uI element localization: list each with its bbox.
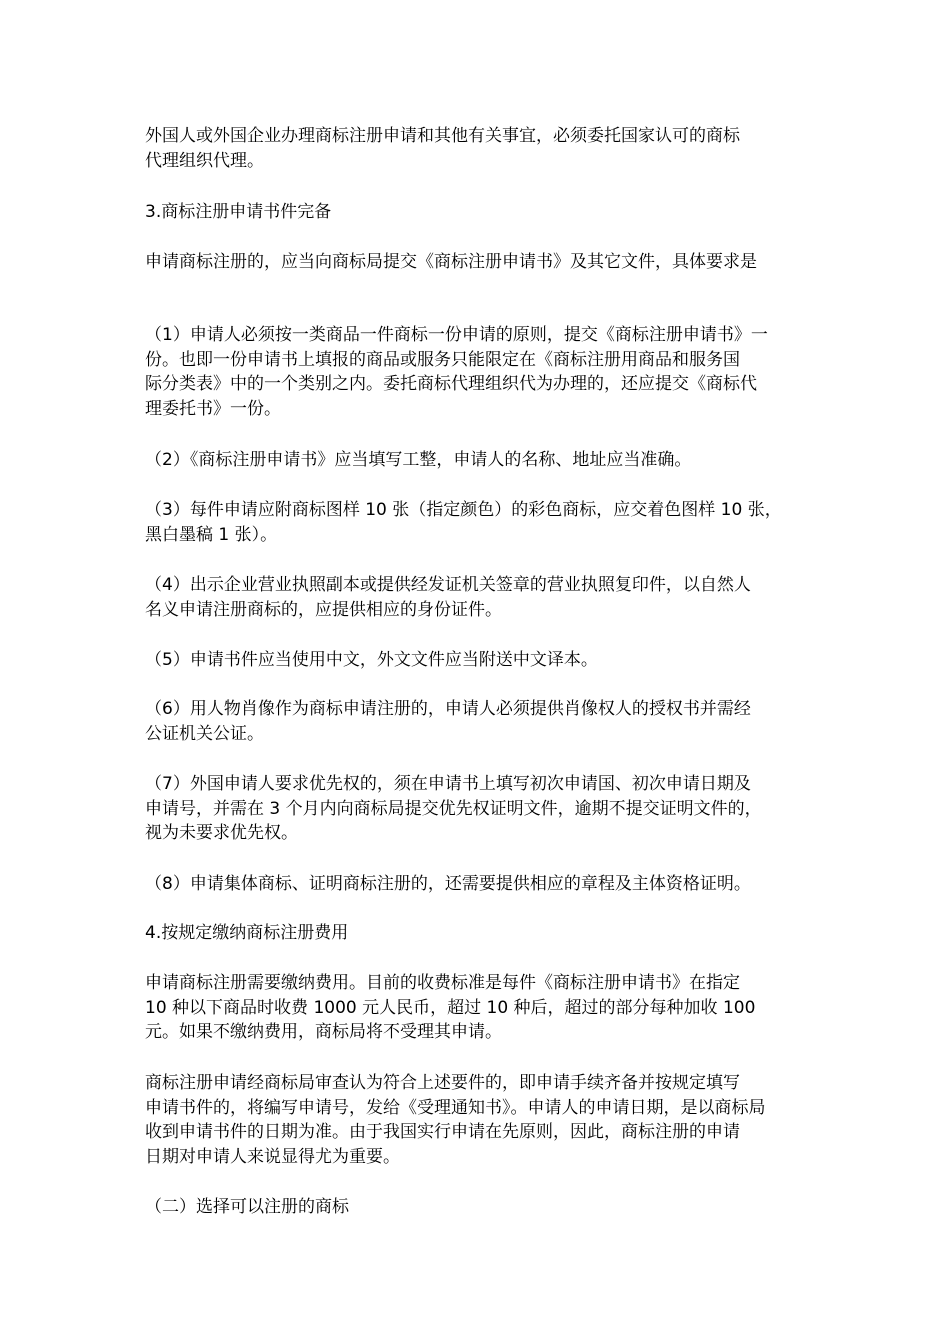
list-item-7	[145, 772, 817, 846]
text-line: 申请商标注册的，应当向商标局提交《商标注册申请书》及其它文件，具体要求是	[145, 252, 757, 272]
list-item-1	[145, 323, 817, 421]
text-line: 3.商标注册申请书件完备	[145, 202, 332, 222]
text-line: （4）出示企业营业执照副本或提供经发证机关签章的营业执照复印件，以自然人	[145, 575, 751, 595]
text-line: 代理组织代理。	[145, 150, 264, 171]
paragraph-foreign-agent	[145, 124, 817, 173]
text-line: 外国人或外国企业办理商标注册申请和其他有关事宜，必须委托国家认可的商标	[145, 126, 740, 146]
text-line: （8）申请集体商标、证明商标注册的，还需要提供相应的章程及主体资格证明。	[145, 874, 751, 894]
text-line: 日期对申请人来说显得尤为重要。	[145, 1146, 400, 1167]
text-line: 元。如果不缴纳费用，商标局将不受理其申请。	[145, 1022, 502, 1042]
text-line: （7）外国申请人要求优先权的，须在申请书上填写初次申请国、初次申请日期及	[145, 774, 751, 794]
text-line: 名义申请注册商标的，应提供相应的身份证件。	[145, 599, 502, 620]
section-heading-4	[145, 921, 817, 946]
section-heading-3	[145, 200, 817, 225]
text-line: 10 种以下商品时收费 1000 元人民币，超过 10 种后，超过的部分每种加收 100	[145, 997, 756, 1018]
text-line: 申请号，并需在 3 个月内向商标局提交优先权证明文件，逾期不提交证明文件的，	[145, 798, 762, 819]
text-line: 公证机关公证。	[145, 723, 264, 744]
paragraph-requirements-intro	[145, 250, 817, 275]
paragraph-fees	[145, 971, 817, 1045]
paragraph-review	[145, 1071, 817, 1169]
list-item-4	[145, 573, 817, 622]
list-item-2	[145, 448, 817, 473]
text-line: （二）选择可以注册的商标	[145, 1197, 349, 1217]
text-line: 申请商标注册需要缴纳费用。目前的收费标准是每件《商标注册申请书》在指定	[145, 973, 740, 993]
text-line: （1）申请人必须按一类商品一件商标一份申请的原则，提交《商标注册申请书》一	[145, 325, 768, 345]
text-line: （6）用人物肖像作为商标申请注册的，申请人必须提供肖像权人的授权书并需经	[145, 699, 751, 719]
text-line: （2）《商标注册申请书》应当填写工整，申请人的名称、地址应当准确。	[145, 450, 692, 470]
text-line: 4.按规定缴纳商标注册费用	[145, 923, 349, 943]
text-line: 理委托书》一份。	[145, 398, 281, 419]
text-line: （5）申请书件应当使用中文，外文文件应当附送中文译本。	[145, 650, 598, 670]
list-item-5	[145, 648, 817, 673]
text-line: 际分类表》中的一个类别之内。委托商标代理组织代为办理的，还应提交《商标代	[145, 374, 757, 394]
list-item-8	[145, 872, 817, 897]
list-item-3	[145, 498, 817, 547]
text-line: 商标注册申请经商标局审查认为符合上述要件的，即申请手续齐备并按规定填写	[145, 1073, 740, 1093]
text-line: 视为未要求优先权。	[145, 823, 298, 843]
section-heading-part-2	[145, 1195, 817, 1220]
text-line: （3）每件申请应附商标图样 10 张（指定颜色）的彩色商标，应交着色图样 10 张，	[145, 500, 782, 520]
text-line: 收到申请书件的日期为准。由于我国实行申请在先原则，因此，商标注册的申请	[145, 1122, 740, 1142]
text-line: 份。也即一份申请书上填报的商品或服务只能限定在《商标注册用商品和服务国	[145, 349, 740, 370]
text-line: 申请书件的，将编写申请号，发给《受理通知书》。申请人的申请日期，是以商标局	[145, 1097, 766, 1118]
text-line: 黑白墨稿 1 张）。	[145, 524, 278, 545]
list-item-6	[145, 697, 817, 746]
